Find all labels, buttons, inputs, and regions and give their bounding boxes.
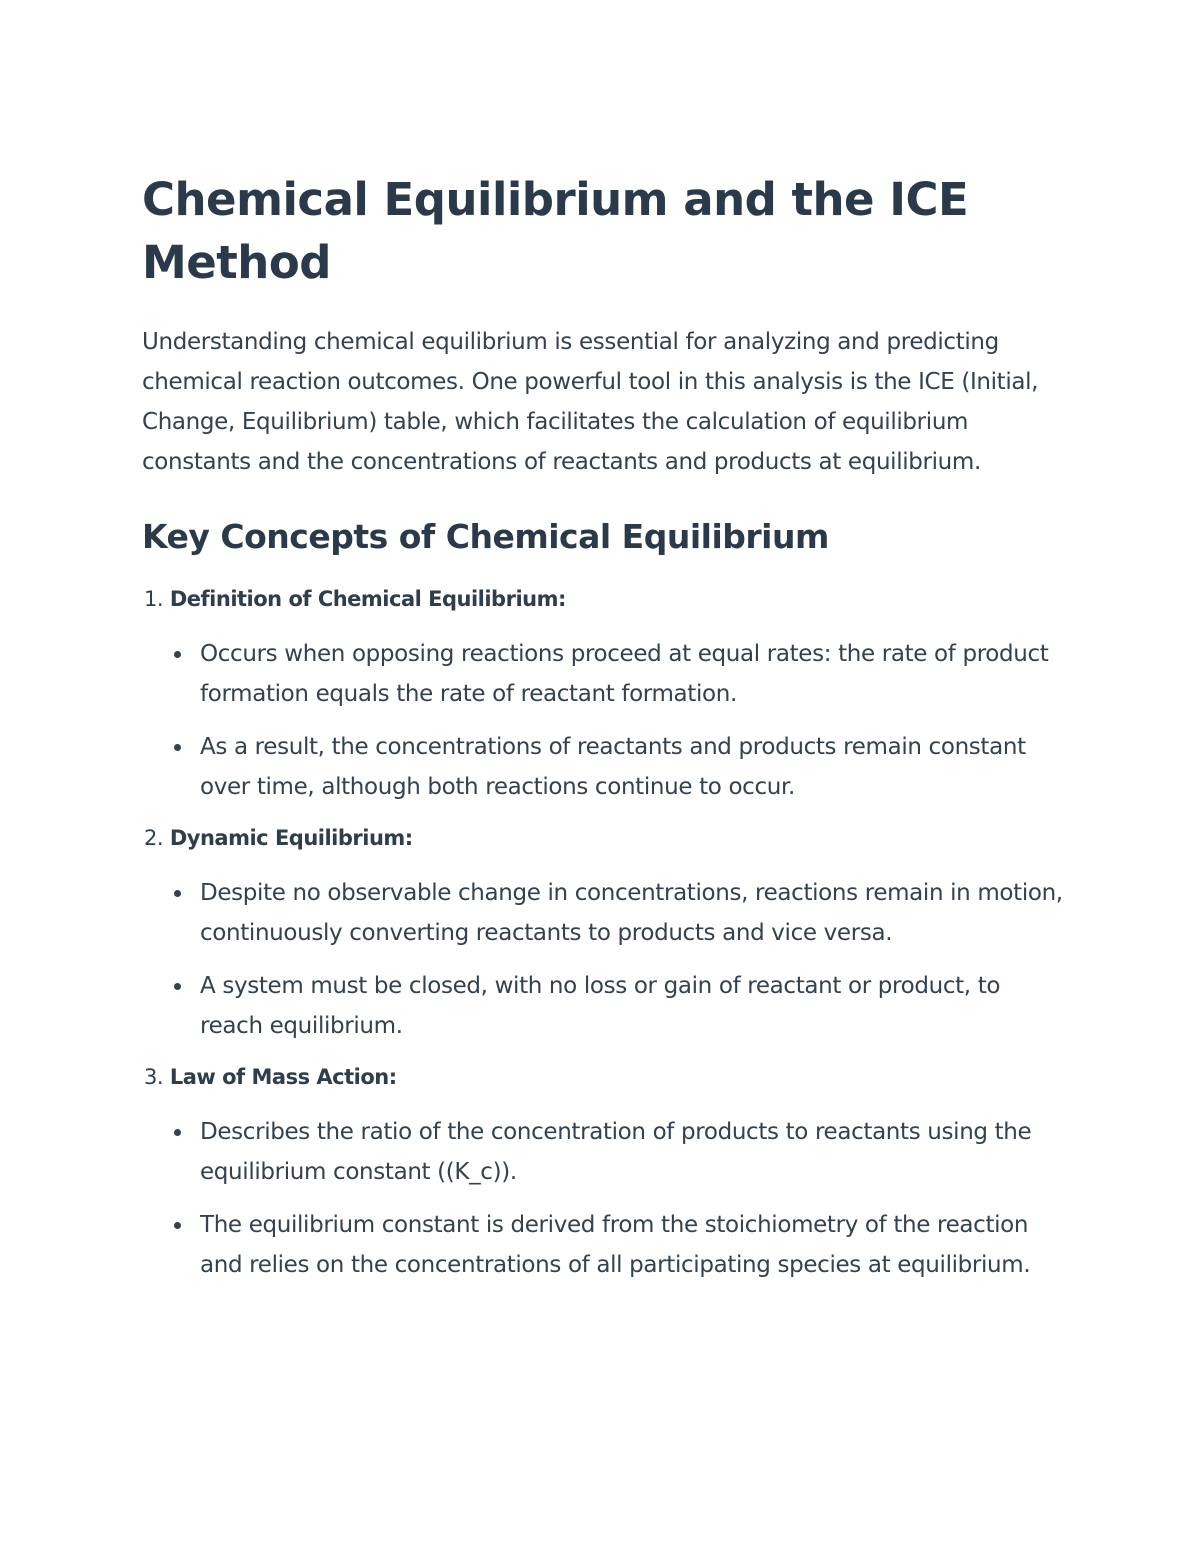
concept-heading	[144, 1062, 1067, 1092]
list-item	[142, 873, 1067, 953]
bullet-text: The equilibrium constant is derived from the stoichiometry of the reaction and relies on the concentrations of all participating species at equilibrium.	[200, 1212, 1031, 1278]
bullet-list	[142, 1112, 1067, 1285]
bullet-icon	[174, 744, 181, 751]
concept-number: 3.	[144, 1065, 164, 1089]
concept-heading	[144, 584, 1067, 614]
concept-title: Law of Mass Action:	[169, 1065, 397, 1089]
concept-heading	[144, 823, 1067, 853]
section-heading: Key Concepts of Chemical Equilibrium	[142, 517, 829, 556]
list-item	[142, 1112, 1067, 1192]
list-item	[142, 634, 1067, 714]
bullet-text: Describes the ratio of the concentration of products to reactants using the equilibrium constant ((K_c)).	[200, 1119, 1032, 1185]
bullet-icon	[174, 1222, 181, 1229]
concept-title: Dynamic Equilibrium:	[169, 826, 413, 850]
bullet-icon	[174, 651, 181, 658]
concept-list	[142, 584, 1067, 1285]
bullet-text: As a result, the concentrations of reactants and products remain constant over time, although both reactions continue to occur.	[200, 734, 1026, 800]
bullet-text: Despite no observable change in concentrations, reactions remain in motion, continuously converting reactants to products and vice versa.	[200, 880, 1063, 946]
bullet-text: A system must be closed, with no loss or gain of reactant or product, to reach equilibrium.	[200, 973, 1001, 1039]
document-page	[142, 168, 1067, 1301]
bullet-icon	[174, 1129, 181, 1136]
concept-number: 1.	[144, 587, 164, 611]
bullet-icon	[174, 983, 181, 990]
bullet-icon	[174, 890, 181, 897]
concept-title: Definition of Chemical Equilibrium:	[169, 587, 566, 611]
page-title: Chemical Equilibrium and the ICE Method	[142, 173, 969, 289]
concept-item-dynamic	[142, 823, 1067, 1046]
list-item	[142, 1205, 1067, 1285]
list-item	[142, 727, 1067, 807]
concept-item-definition	[142, 584, 1067, 807]
bullet-list	[142, 634, 1067, 807]
intro-paragraph: Understanding chemical equilibrium is essential for analyzing and predicting chemical reaction outcomes. One powerful tool in this analysis is the ICE (Initial, Change, Equilibrium) table, which facilitates the calculation of equilibrium constants and the concentrations of reactants and products at equilibrium.	[142, 329, 1039, 475]
concept-item-mass-action	[142, 1062, 1067, 1285]
bullet-text: Occurs when opposing reactions proceed at equal rates: the rate of product formation equals the rate of reactant formation.	[200, 641, 1049, 707]
bullet-list	[142, 873, 1067, 1046]
list-item	[142, 966, 1067, 1046]
concept-number: 2.	[144, 826, 164, 850]
